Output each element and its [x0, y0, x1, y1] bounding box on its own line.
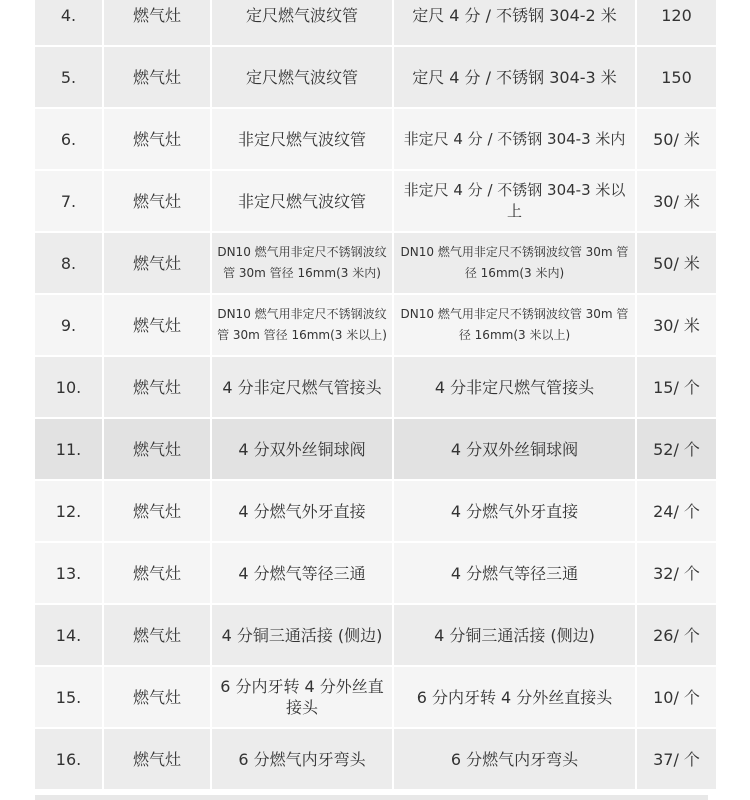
item-cell: 4 分双外丝铜球阀	[212, 419, 392, 479]
price-cell: 52/ 个	[637, 419, 716, 479]
row-number: 10.	[35, 357, 102, 417]
category-cell: 燃气灶	[104, 109, 210, 169]
next-row-edge	[35, 795, 708, 800]
row-number: 6.	[35, 109, 102, 169]
table-row	[35, 543, 708, 603]
spec-cell: 4 分燃气外牙直接	[394, 481, 635, 541]
item-cell: DN10 燃气用非定尺不锈钢波纹管 30m 管径 16mm(3 米以上)	[212, 295, 392, 355]
category-cell: 燃气灶	[104, 0, 210, 45]
spec-cell: 4 分双外丝铜球阀	[394, 419, 635, 479]
price-table	[35, 0, 708, 791]
spec-cell: 4 分燃气等径三通	[394, 543, 635, 603]
spec-cell: 定尺 4 分 / 不锈钢 304-3 米	[394, 47, 635, 107]
category-cell: 燃气灶	[104, 171, 210, 231]
row-number: 14.	[35, 605, 102, 665]
price-cell: 120	[637, 0, 716, 45]
row-number: 16.	[35, 729, 102, 789]
table-row	[35, 171, 708, 231]
row-number: 4.	[35, 0, 102, 45]
spec-cell: 6 分内牙转 4 分外丝直接头	[394, 667, 635, 727]
table-row	[35, 605, 708, 665]
item-cell: 非定尺燃气波纹管	[212, 109, 392, 169]
spec-cell: 非定尺 4 分 / 不锈钢 304-3 米内	[394, 109, 635, 169]
item-cell: 定尺燃气波纹管	[212, 47, 392, 107]
item-cell: 定尺燃气波纹管	[212, 0, 392, 45]
price-cell: 26/ 个	[637, 605, 716, 665]
item-cell: 4 分燃气等径三通	[212, 543, 392, 603]
category-cell: 燃气灶	[104, 729, 210, 789]
row-number: 12.	[35, 481, 102, 541]
table-row	[35, 109, 708, 169]
row-number: 7.	[35, 171, 102, 231]
item-cell: 4 分燃气外牙直接	[212, 481, 392, 541]
price-cell: 30/ 米	[637, 171, 716, 231]
row-number: 15.	[35, 667, 102, 727]
category-cell: 燃气灶	[104, 605, 210, 665]
price-cell: 24/ 个	[637, 481, 716, 541]
row-number: 9.	[35, 295, 102, 355]
spec-cell: 6 分燃气内牙弯头	[394, 729, 635, 789]
row-number: 5.	[35, 47, 102, 107]
category-cell: 燃气灶	[104, 357, 210, 417]
category-cell: 燃气灶	[104, 667, 210, 727]
table-row	[35, 419, 708, 479]
price-cell: 37/ 个	[637, 729, 716, 789]
table-row	[35, 357, 708, 417]
price-cell: 150	[637, 47, 716, 107]
spec-cell: 4 分非定尺燃气管接头	[394, 357, 635, 417]
category-cell: 燃气灶	[104, 481, 210, 541]
category-cell: 燃气灶	[104, 47, 210, 107]
price-cell: 15/ 个	[637, 357, 716, 417]
spec-cell: 定尺 4 分 / 不锈钢 304-2 米	[394, 0, 635, 45]
table-row	[35, 295, 708, 355]
spec-cell: 4 分铜三通活接 (侧边)	[394, 605, 635, 665]
item-cell: DN10 燃气用非定尺不锈钢波纹管 30m 管径 16mm(3 米内)	[212, 233, 392, 293]
row-number: 8.	[35, 233, 102, 293]
table-row	[35, 47, 708, 107]
spec-cell: DN10 燃气用非定尺不锈钢波纹管 30m 管径 16mm(3 米以上)	[394, 295, 635, 355]
spec-cell: DN10 燃气用非定尺不锈钢波纹管 30m 管径 16mm(3 米内)	[394, 233, 635, 293]
spec-cell: 非定尺 4 分 / 不锈钢 304-3 米以上	[394, 171, 635, 231]
category-cell: 燃气灶	[104, 233, 210, 293]
item-cell: 6 分内牙转 4 分外丝直接头	[212, 667, 392, 727]
item-cell: 6 分燃气内牙弯头	[212, 729, 392, 789]
price-cell: 32/ 个	[637, 543, 716, 603]
category-cell: 燃气灶	[104, 543, 210, 603]
table-row	[35, 481, 708, 541]
category-cell: 燃气灶	[104, 295, 210, 355]
row-number: 11.	[35, 419, 102, 479]
table-row	[35, 729, 708, 789]
price-cell: 30/ 米	[637, 295, 716, 355]
row-number: 13.	[35, 543, 102, 603]
category-cell: 燃气灶	[104, 419, 210, 479]
price-cell: 50/ 米	[637, 233, 716, 293]
price-cell: 10/ 个	[637, 667, 716, 727]
item-cell: 非定尺燃气波纹管	[212, 171, 392, 231]
item-cell: 4 分非定尺燃气管接头	[212, 357, 392, 417]
item-cell: 4 分铜三通活接 (侧边)	[212, 605, 392, 665]
table-row	[35, 0, 708, 45]
table-row	[35, 233, 708, 293]
price-cell: 50/ 米	[637, 109, 716, 169]
table-row	[35, 667, 708, 727]
